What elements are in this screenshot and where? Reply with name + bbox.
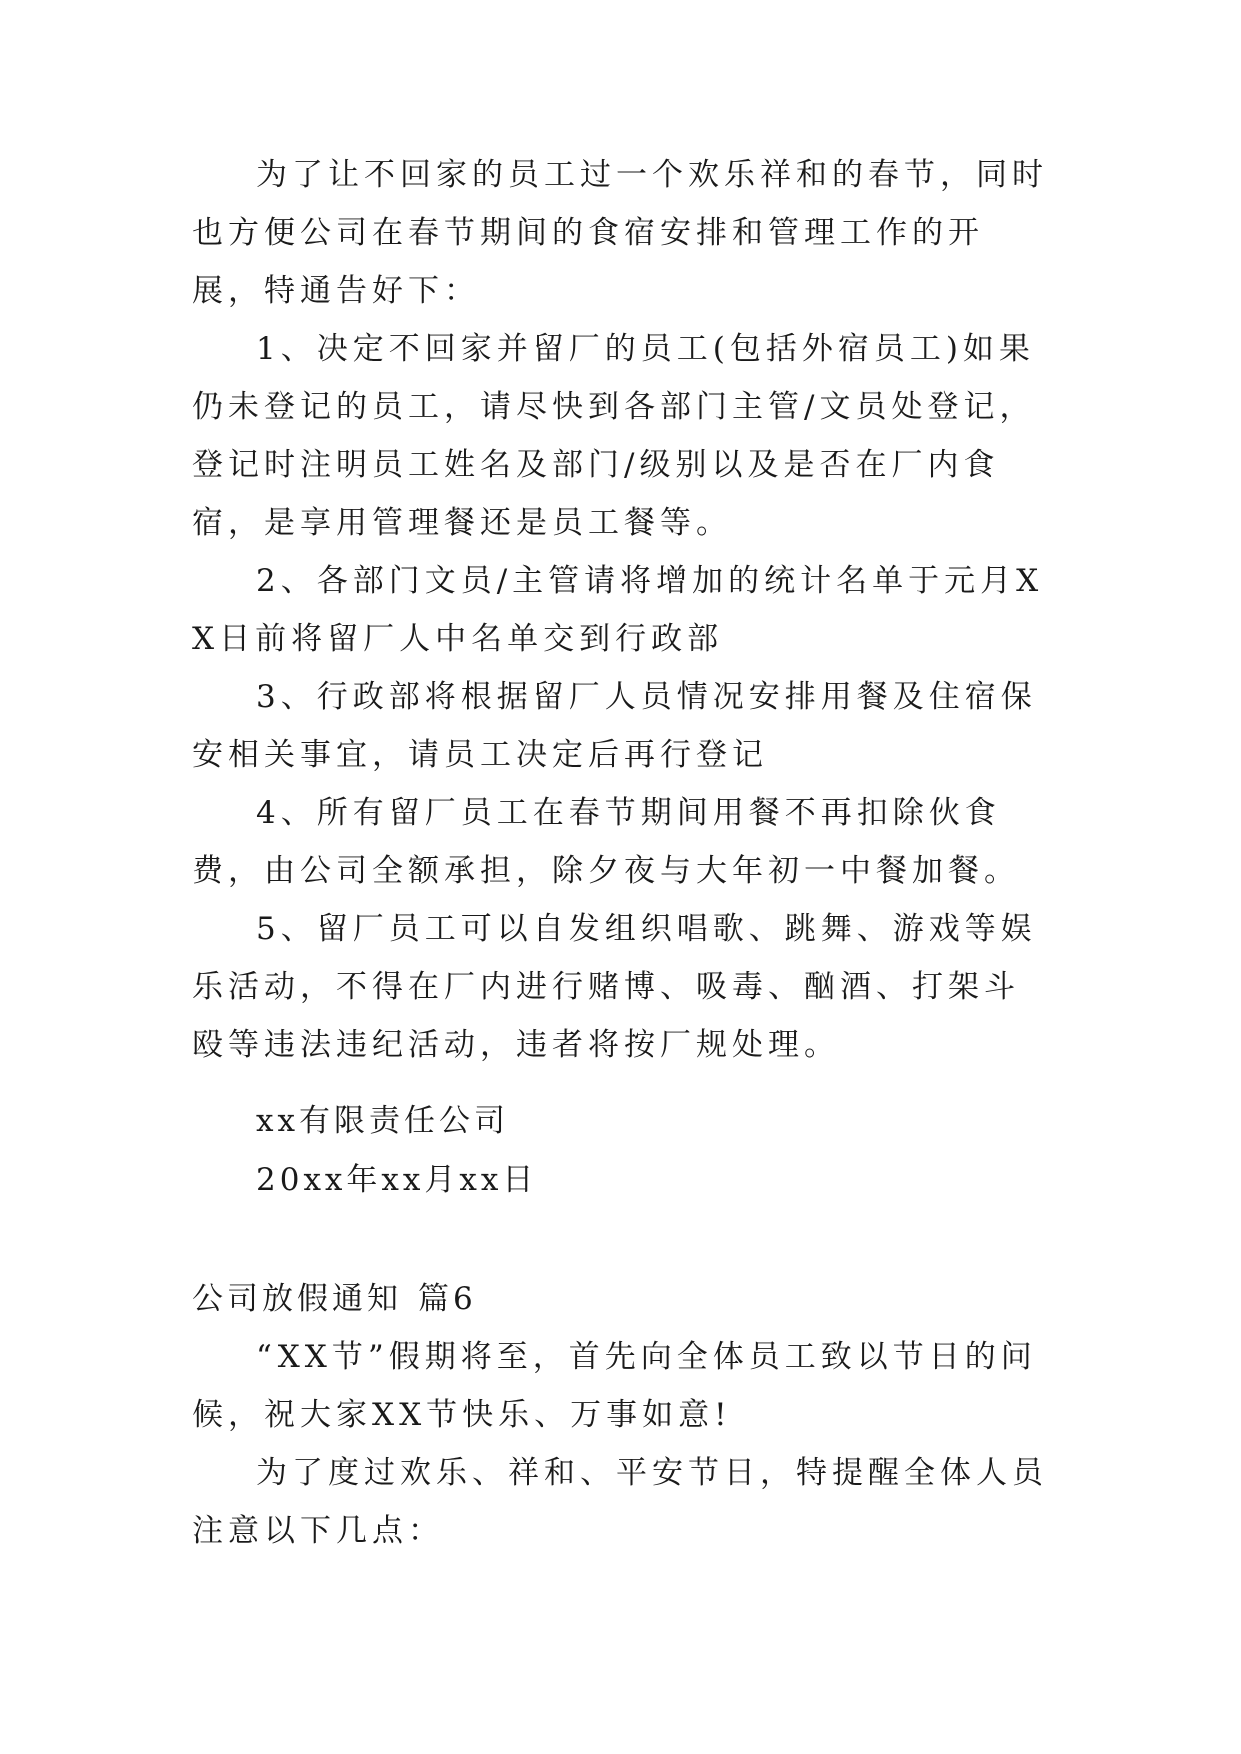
reminder-paragraph: 为了度过欢乐、祥和、平安节日，特提醒全体人员注意以下几点： [192,1455,1048,1549]
item-5-paragraph: 5、留厂员工可以自发组织唱歌、跳舞、游戏等娱乐活动，不得在厂内进行赌博、吸毒、酗酒、打架斗殴等违法违纪活动，违者将按厂规处理。 [192,911,1037,1063]
item-2-paragraph: 2、各部门文员/主管请将增加的统计名单于元月XX日前将留厂人中名单交到行政部 [192,563,1044,657]
greeting-paragraph: “XX节”假期将至，首先向全体员工致以节日的问候，祝大家XX节快乐、万事如意! [192,1339,1037,1433]
intro-paragraph: 为了让不回家的员工过一个欢乐祥和的春节，同时也方便公司在春节期间的食宿安排和管理工作的开展，特通告好下： [192,157,1048,309]
section-6-heading [192,1270,477,1328]
section-title: 公司放假通知 [192,1281,402,1317]
section-6-body [192,1328,1052,1560]
item-1-paragraph: 1、决定不回家并留厂的员工(包括外宿员工)如果仍未登记的员工，请尽快到各部门主管/文员处登记，登记时注明员工姓名及部门/级别以及是否在厂内食宿，是享用管理餐还是员工餐等。 [192,331,1036,541]
item-3-paragraph: 3、行政部将根据留厂人员情况安排用餐及住宿保安相关事宜，请员工决定后再行登记 [192,679,1037,773]
notice-body [192,146,1052,1074]
section-label: 篇6 [418,1281,477,1317]
item-4-paragraph: 4、所有留厂员工在春节期间用餐不再扣除伙食费，由公司全额承担，除夕夜与大年初一中餐加餐。 [192,795,1020,889]
signature-date: 20xx年xx月xx日 [256,1162,538,1198]
signature-company: xx有限责任公司 [256,1103,509,1139]
